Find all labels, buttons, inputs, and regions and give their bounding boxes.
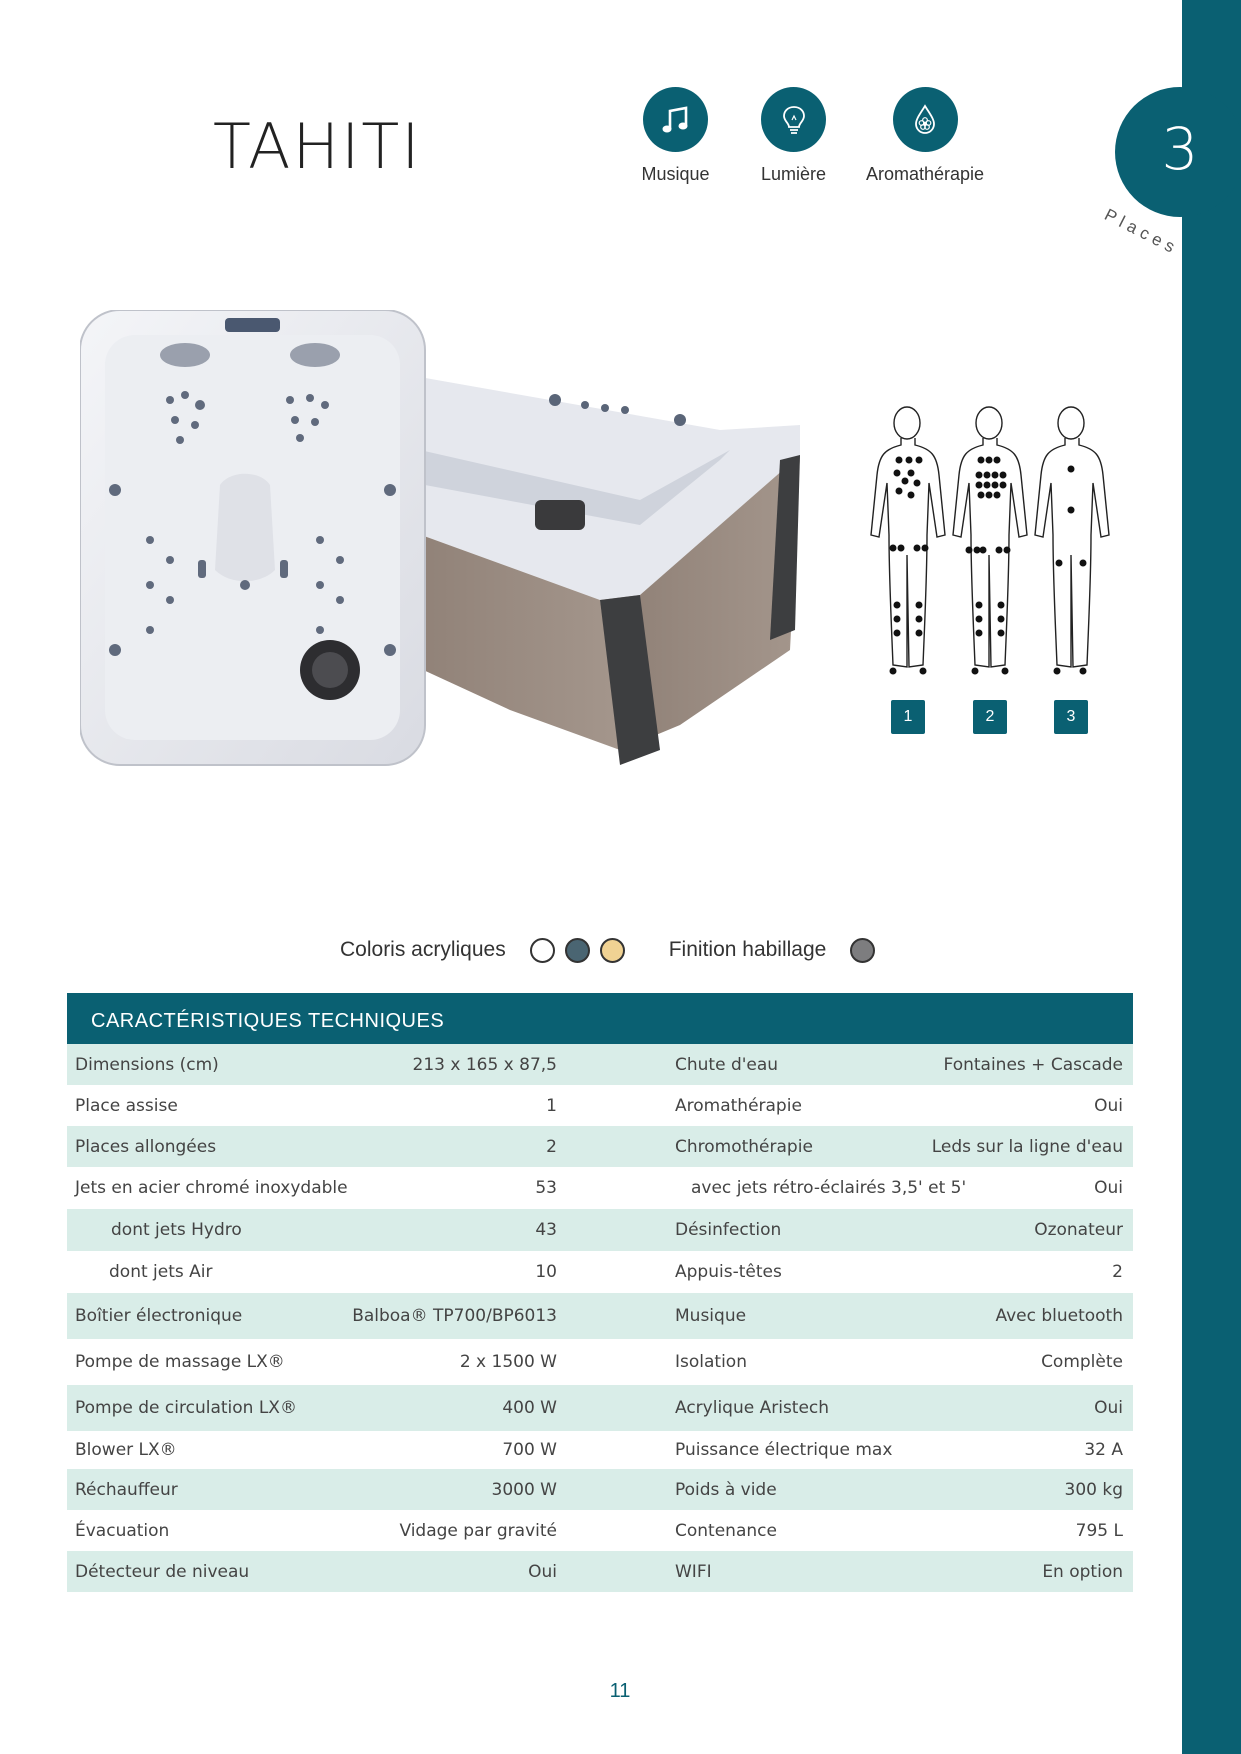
jet-position-diagram — [865, 405, 1115, 680]
spec-cell-right — [567, 1251, 1133, 1293]
spec-value: Avec bluetooth — [995, 1306, 1123, 1326]
table-row — [67, 1251, 1133, 1293]
spec-label: Aromathérapie — [675, 1095, 802, 1116]
spec-label: Pompe de circulation LX® — [75, 1398, 297, 1418]
spec-label: Boîtier électronique — [75, 1306, 243, 1326]
spec-label: Place assise — [75, 1095, 178, 1116]
spa-product-image — [80, 310, 805, 770]
spec-value: Ozonateur — [1034, 1220, 1123, 1240]
spec-cell-right — [567, 1126, 1133, 1167]
feature-lumiere — [756, 87, 831, 185]
seat-badge-2: 2 — [973, 700, 1007, 734]
spec-cell-right — [567, 1510, 1133, 1551]
spec-label: Puissance électrique max — [675, 1440, 893, 1460]
spec-cell-right — [567, 1167, 1133, 1209]
spec-label: Jets en acier chromé inoxydable — [75, 1178, 348, 1198]
spec-value: Oui — [1094, 1398, 1123, 1418]
technical-specs-table — [67, 993, 1133, 1592]
spec-value: 700 W — [502, 1440, 557, 1460]
spec-label: Places allongées — [75, 1136, 217, 1157]
spec-value: 53 — [535, 1178, 557, 1198]
spec-cell-left — [67, 1551, 567, 1592]
feature-aromatherapie — [855, 87, 995, 185]
spec-value: Oui — [1094, 1095, 1123, 1116]
spec-cell-left — [67, 1385, 567, 1431]
acrylic-swatch-sand — [600, 938, 625, 963]
spec-label: Poids à vide — [675, 1479, 777, 1500]
spec-label: Détecteur de niveau — [75, 1561, 250, 1582]
acrylic-swatch-white — [530, 938, 555, 963]
spec-cell-right — [567, 1085, 1133, 1126]
spec-value: 43 — [535, 1220, 557, 1240]
cladding-swatch-grey — [850, 938, 875, 963]
spec-label: dont jets Air — [109, 1262, 213, 1282]
music-note-icon — [643, 87, 708, 152]
acrylic-colors-label: Coloris acryliques — [340, 938, 506, 961]
spec-label: Blower LX® — [75, 1440, 177, 1460]
spec-value: 2 — [1112, 1262, 1123, 1282]
table-row — [67, 1167, 1133, 1209]
spec-cell-left — [67, 1293, 567, 1339]
table-row — [67, 1385, 1133, 1431]
spec-value: 3000 W — [491, 1479, 557, 1500]
color-options — [340, 935, 875, 965]
spec-value: En option — [1042, 1561, 1123, 1582]
places-number: 3 — [1161, 115, 1199, 183]
spec-value: Complète — [1041, 1352, 1123, 1372]
spec-value: 10 — [535, 1262, 557, 1282]
lightbulb-icon — [761, 87, 826, 152]
spec-cell-left — [67, 1085, 567, 1126]
spec-value: Oui — [1094, 1178, 1123, 1198]
spec-label: Chromothérapie — [675, 1136, 813, 1157]
spec-label: dont jets Hydro — [111, 1220, 242, 1240]
spec-value: Oui — [528, 1561, 557, 1582]
table-row — [67, 1551, 1133, 1592]
spec-cell-left — [67, 1339, 567, 1385]
spec-cell-right — [567, 1209, 1133, 1251]
spec-cell-left — [67, 1510, 567, 1551]
spec-value: Balboa® TP700/BP6013 — [352, 1306, 557, 1326]
spec-cell-left — [67, 1469, 567, 1510]
spec-cell-right — [567, 1385, 1133, 1431]
spec-cell-left — [67, 1251, 567, 1293]
spec-label: Évacuation — [75, 1520, 170, 1541]
seat-badge-1: 1 — [891, 700, 925, 734]
spec-label: Réchauffeur — [75, 1479, 178, 1500]
spec-value: 400 W — [502, 1398, 557, 1418]
spec-cell-right — [567, 1044, 1133, 1085]
spec-cell-left — [67, 1431, 567, 1469]
spec-value: Fontaines + Cascade — [943, 1054, 1123, 1075]
aroma-drop-icon — [893, 87, 958, 152]
spec-label: avec jets rétro-éclairés 3,5' et 5' — [691, 1178, 967, 1198]
spec-value: 2 x 1500 W — [459, 1352, 557, 1372]
places-label: Places — [1101, 205, 1183, 259]
feature-label: Musique — [641, 164, 710, 184]
spec-cell-left — [67, 1126, 567, 1167]
spec-cell-left — [67, 1044, 567, 1085]
table-row — [67, 1293, 1133, 1339]
table-row — [67, 1044, 1133, 1085]
spec-cell-right — [567, 1431, 1133, 1469]
cladding-finish-label: Finition habillage — [668, 938, 827, 961]
table-row — [67, 1510, 1133, 1551]
spec-value: Leds sur la ligne d'eau — [931, 1136, 1123, 1157]
acrylic-swatch-slate — [565, 938, 590, 963]
spec-label: Appuis-têtes — [675, 1262, 782, 1282]
spec-label: Chute d'eau — [675, 1054, 779, 1075]
table-row — [67, 1339, 1133, 1385]
spec-label: Acrylique Aristech — [675, 1398, 830, 1418]
specs-header: CARACTÉRISTIQUES TECHNIQUES — [67, 993, 1133, 1044]
spec-label: Isolation — [675, 1352, 747, 1372]
spec-value: 32 A — [1084, 1440, 1123, 1460]
spec-label: WIFI — [675, 1561, 712, 1582]
spec-value: 213 x 165 x 87,5 — [412, 1054, 557, 1075]
spec-label: Contenance — [675, 1520, 777, 1541]
spec-cell-right — [567, 1339, 1133, 1385]
right-sidebar-band — [1182, 0, 1241, 1754]
spec-cell-left — [67, 1167, 567, 1209]
table-row — [67, 1431, 1133, 1469]
specs-rows — [67, 1044, 1133, 1592]
spec-value: 2 — [546, 1136, 557, 1157]
feature-label: Lumière — [760, 164, 827, 184]
spec-value: 300 kg — [1064, 1479, 1123, 1500]
spec-label: Désinfection — [675, 1220, 782, 1240]
spec-label: Dimensions (cm) — [75, 1054, 219, 1075]
spec-cell-right — [567, 1469, 1133, 1510]
table-row — [67, 1126, 1133, 1167]
spec-label: Musique — [675, 1306, 747, 1326]
product-title: TAHITI — [213, 110, 422, 183]
table-row — [67, 1469, 1133, 1510]
feature-label: Aromathérapie — [865, 164, 985, 184]
spec-value: 1 — [546, 1095, 557, 1116]
feature-musique — [638, 87, 713, 185]
page-number: 11 — [609, 1680, 631, 1702]
spec-value: 795 L — [1075, 1520, 1123, 1541]
table-row — [67, 1085, 1133, 1126]
spec-cell-right — [567, 1551, 1133, 1592]
spec-value: Vidage par gravité — [399, 1520, 557, 1541]
seat-badge-3: 3 — [1054, 700, 1088, 734]
spec-label: Pompe de massage LX® — [75, 1352, 285, 1372]
spec-cell-right — [567, 1293, 1133, 1339]
table-row — [67, 1209, 1133, 1251]
spec-cell-left — [67, 1209, 567, 1251]
